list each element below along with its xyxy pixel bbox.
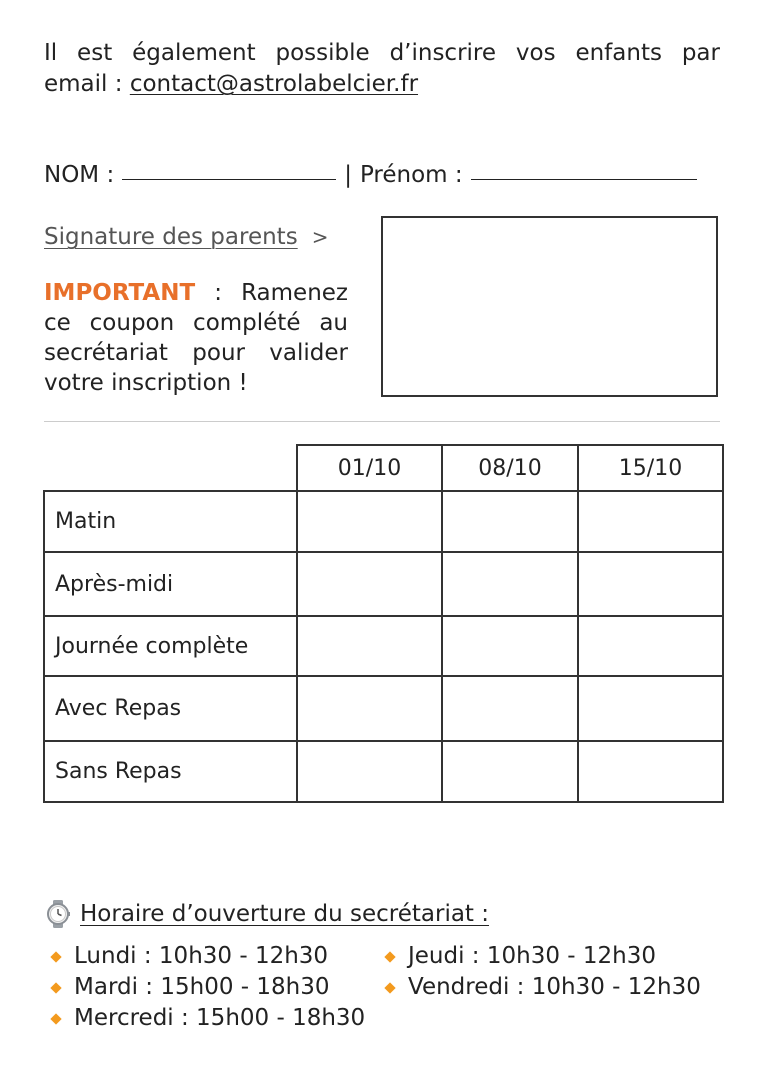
table-row — [44, 676, 723, 741]
name-separator: | — [344, 162, 352, 188]
important-line-1 — [44, 278, 348, 308]
intro-line-2 — [44, 69, 418, 100]
date-header: 08/10 — [442, 445, 578, 491]
email-link[interactable]: contact@astrolabelcier.fr — [129, 71, 419, 97]
checkbox-cell[interactable] — [442, 552, 578, 616]
checkbox-cell[interactable] — [442, 741, 578, 802]
schedule-item — [382, 972, 701, 1003]
row-label: Sans Repas — [44, 741, 297, 802]
schedule-text: Lundi : 10h30 - 12h30 — [74, 943, 329, 969]
diamond-bullet-icon — [50, 951, 61, 962]
checkbox-cell[interactable] — [578, 741, 723, 802]
signature-box[interactable] — [381, 216, 718, 397]
chevron-right-icon: > — [311, 225, 329, 249]
name-line — [44, 160, 720, 190]
schedule-item — [48, 941, 328, 972]
date-header: 01/10 — [297, 445, 442, 491]
checkbox-cell[interactable] — [578, 552, 723, 616]
intro-email-prefix: email : — [44, 71, 130, 97]
schedule-item — [48, 1003, 365, 1034]
checkbox-cell[interactable] — [297, 616, 442, 676]
table-header-row — [44, 445, 723, 491]
watch-icon — [44, 899, 72, 929]
registration-table — [43, 444, 724, 803]
table-row — [44, 616, 723, 676]
row-label: Matin — [44, 491, 297, 552]
checkbox-cell[interactable] — [578, 676, 723, 741]
diamond-bullet-icon — [384, 982, 395, 993]
important-note — [44, 278, 348, 398]
row-label: Avec Repas — [44, 676, 297, 741]
table-row — [44, 741, 723, 802]
table-corner — [44, 445, 297, 491]
important-line-1-text: : Ramenez — [195, 280, 348, 306]
checkbox-cell[interactable] — [297, 491, 442, 552]
schedule-text: Jeudi : 10h30 - 12h30 — [408, 943, 657, 969]
signature-label: Signature des parents — [44, 224, 298, 250]
nom-label: NOM : — [44, 162, 115, 188]
prenom-field[interactable] — [471, 179, 697, 180]
date-header: 15/10 — [578, 445, 723, 491]
schedule-text: Mercredi : 15h00 - 18h30 — [74, 1005, 366, 1031]
row-label: Après-midi — [44, 552, 297, 616]
checkbox-cell[interactable] — [442, 616, 578, 676]
schedule-text: Mardi : 15h00 - 18h30 — [74, 974, 330, 1000]
signature-label-row — [44, 222, 328, 252]
important-keyword: IMPORTANT — [44, 280, 196, 306]
schedule-item — [382, 941, 656, 972]
schedule-text: Vendredi : 10h30 - 12h30 — [408, 974, 701, 1000]
hours-title — [44, 898, 489, 930]
important-line-4: votre inscription ! — [44, 370, 248, 396]
checkbox-cell[interactable] — [578, 616, 723, 676]
intro-line-1: Il est également possible d’inscrire vos enfants par — [44, 40, 720, 66]
hours-title-text: Horaire d’ouverture du secrétariat : — [80, 901, 490, 927]
checkbox-cell[interactable] — [297, 741, 442, 802]
important-line-2: ce coupon complété au — [44, 310, 348, 336]
checkbox-cell[interactable] — [297, 676, 442, 741]
checkbox-cell[interactable] — [297, 552, 442, 616]
diamond-bullet-icon — [384, 951, 395, 962]
checkbox-cell[interactable] — [442, 676, 578, 741]
table-row — [44, 552, 723, 616]
important-line-3: secrétariat pour valider — [44, 340, 348, 366]
diamond-bullet-icon — [50, 1013, 61, 1024]
checkbox-cell[interactable] — [578, 491, 723, 552]
prenom-label: Prénom : — [359, 162, 463, 188]
table-row — [44, 491, 723, 552]
checkbox-cell[interactable] — [442, 491, 578, 552]
nom-field[interactable] — [122, 179, 336, 180]
section-divider — [44, 421, 720, 422]
row-label: Journée complète — [44, 616, 297, 676]
diamond-bullet-icon — [50, 982, 61, 993]
schedule-item — [48, 972, 330, 1003]
